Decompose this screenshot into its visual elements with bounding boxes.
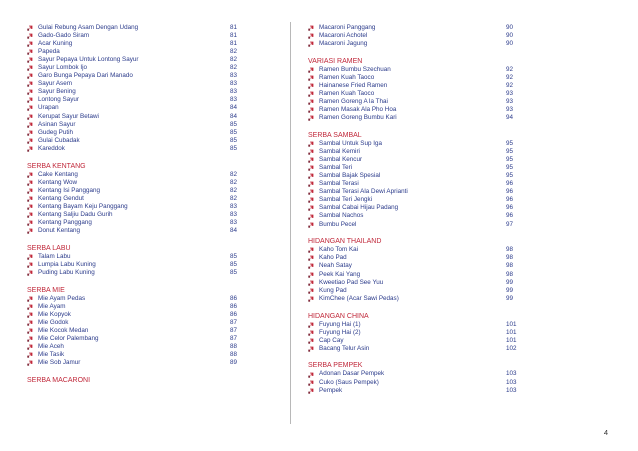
toc-entry-title: Cuko (Saus Pempek) [319, 378, 379, 386]
toc-entry[interactable] [27, 64, 252, 72]
toc-entry-title: Kentang Panggang [38, 218, 92, 226]
toc-entry[interactable] [27, 171, 252, 179]
toc-entry-title: KimChee (Acar Sawi Pedas) [319, 294, 399, 302]
toc-entry-title: Gulai Cubadak [38, 136, 80, 144]
arrow-bullet-icon [308, 189, 314, 195]
arrow-bullet-icon [308, 115, 314, 121]
toc-entry[interactable] [308, 114, 526, 122]
arrow-bullet-icon [308, 380, 314, 386]
toc-entry-title: Garo Bunga Pepaya Dari Manado [38, 72, 133, 80]
toc-entry-page: 83 [230, 88, 238, 96]
arrow-bullet-icon [308, 107, 314, 113]
toc-entry[interactable] [308, 387, 526, 395]
section-heading: VARIASI RAMEN [308, 57, 363, 65]
section-heading: SERBA SAMBAL [308, 132, 362, 140]
toc-entry-page: 81 [230, 40, 238, 48]
section-heading: SERBA LABU [27, 244, 71, 252]
arrow-bullet-icon [308, 388, 314, 394]
toc-entry-title: Macaroni Panggang [319, 24, 376, 31]
toc-entry-page: 95 [506, 164, 514, 172]
toc-entry-title: Lontong Sayur [38, 96, 79, 104]
toc-entry-page: 85 [230, 128, 238, 136]
arrow-bullet-icon [27, 270, 33, 276]
toc-entry-title: Adonan Dasar Pempek [319, 370, 385, 378]
arrow-bullet-icon [27, 65, 33, 71]
arrow-bullet-icon [27, 89, 33, 95]
arrow-bullet-icon [308, 173, 314, 179]
arrow-bullet-icon [308, 272, 314, 278]
toc-entry-title: Sambal Untuk Sup Iga [319, 140, 383, 148]
toc-entry[interactable] [308, 66, 526, 74]
toc-entry-title: Mie Godok [38, 318, 69, 326]
toc-entry-title: Neah Satay [319, 262, 352, 270]
toc-entry[interactable] [27, 121, 252, 129]
toc-entry-page: 93 [506, 90, 514, 98]
arrow-bullet-icon [27, 114, 33, 120]
toc-entry-page: 103 [506, 386, 517, 394]
toc-entry[interactable] [308, 74, 526, 82]
toc-entry[interactable] [27, 311, 252, 319]
toc-entry[interactable] [308, 379, 526, 387]
toc-entry[interactable] [27, 303, 252, 311]
toc-entry-title: Mie Kopyok [38, 310, 71, 318]
toc-entry[interactable] [27, 72, 252, 80]
toc-entry-page: 84 [230, 112, 238, 120]
arrow-bullet-icon [27, 304, 33, 310]
toc-entry-page: 92 [506, 65, 514, 73]
toc-entry-title: Pempek [319, 386, 343, 394]
toc-entry-page: 94 [506, 114, 514, 122]
arrow-bullet-icon [27, 220, 33, 226]
toc-entry[interactable] [308, 98, 526, 106]
toc-entry-title: Mie Aceh [38, 342, 64, 350]
toc-entry-page: 87 [230, 334, 238, 342]
toc-entry-page: 81 [230, 24, 238, 31]
arrow-bullet-icon [27, 122, 33, 128]
arrow-bullet-icon [308, 296, 314, 302]
toc-entry-page: 85 [230, 268, 238, 276]
toc-entry[interactable] [308, 90, 526, 98]
toc-entry[interactable] [27, 129, 252, 137]
toc-entry-title: Ramen Kuah Taoco [319, 73, 375, 81]
toc-entry-page: 99 [506, 278, 514, 286]
toc-entry-title: Mie Ayam [38, 302, 66, 310]
toc-entry-page: 83 [230, 72, 238, 80]
toc-entry-title: Sambal Cabai Hijau Padang [319, 204, 399, 212]
toc-entry-title: Ramen Goreng Bumbu Kari [319, 114, 397, 122]
toc-entry[interactable] [27, 359, 252, 367]
toc-entry-page: 99 [506, 286, 514, 294]
arrow-bullet-icon [308, 255, 314, 261]
toc-entry[interactable] [308, 246, 526, 254]
arrow-bullet-icon [27, 49, 33, 55]
toc-entry-page: 87 [230, 318, 238, 326]
arrow-bullet-icon [308, 247, 314, 253]
toc-entry-title: Mie Ayam Pedas [38, 294, 86, 302]
toc-entry[interactable] [308, 295, 526, 303]
toc-entry-page: 98 [506, 270, 514, 278]
toc-entry-title: Gulai Rebung Asam Dengan Udang [38, 24, 139, 31]
toc-entry-page: 83 [230, 96, 238, 104]
toc-entry-title: Hainanese Fried Ramen [319, 82, 388, 90]
toc-entry-title: Sambal Teri [319, 164, 353, 172]
toc-entry[interactable] [27, 145, 252, 153]
arrow-bullet-icon [27, 320, 33, 326]
toc-entry[interactable] [308, 164, 526, 172]
toc-entry[interactable] [308, 279, 526, 287]
toc-entry[interactable] [27, 48, 252, 56]
section-heading: HIDANGAN THAILAND [308, 238, 382, 246]
toc-entry-page: 85 [230, 120, 238, 128]
toc-entry-title: Peek Kai Yang [319, 270, 361, 278]
toc-entry[interactable] [308, 204, 526, 212]
toc-entry[interactable] [308, 140, 526, 148]
toc-entry[interactable] [27, 40, 252, 48]
toc-entry-page: 82 [230, 64, 238, 72]
toc-entry-page: 98 [506, 246, 514, 254]
toc-entry-page: 82 [230, 170, 238, 178]
arrow-bullet-icon [27, 105, 33, 111]
toc-entry-title: Sayur Lombok Ijo [38, 64, 88, 72]
toc-entry[interactable] [27, 319, 252, 327]
toc-entry[interactable] [27, 335, 252, 343]
toc-entry-title: Fuyung Hai (1) [319, 320, 361, 328]
toc-entry-title: Sambal Bajak Spesial [319, 172, 381, 180]
toc-entry-title: Sambal Terasi [319, 180, 359, 188]
toc-entry-title: Kung Pad [319, 286, 347, 294]
arrow-bullet-icon [27, 344, 33, 350]
toc-entry-title: Bacang Telur Asin [319, 344, 370, 352]
toc-entry-title: Sambal Teri Jengki [319, 196, 373, 204]
toc-entry-title: Sayur Bening [38, 88, 76, 96]
toc-entry[interactable] [308, 271, 526, 279]
arrow-bullet-icon [27, 196, 33, 202]
toc-entry-page: 86 [230, 302, 238, 310]
toc-entry-page: 83 [230, 80, 238, 88]
toc-entry-page: 95 [506, 156, 514, 164]
toc-entry-title: Gudeg Putih [38, 128, 74, 136]
toc-entry-page: 84 [230, 104, 238, 112]
section-heading: HIDANGAN CHINA [308, 312, 369, 320]
page-number: 4 [603, 428, 608, 437]
toc-entry-page: 85 [230, 252, 238, 260]
section-heading: SERBA KENTANG [27, 162, 86, 170]
arrow-bullet-icon [308, 25, 314, 31]
arrow-bullet-icon [27, 41, 33, 47]
toc-entry[interactable] [27, 113, 252, 121]
toc-entry[interactable] [27, 56, 252, 64]
toc-entry-page: 82 [230, 186, 238, 194]
toc-entry-title: Mie Kocok Medan [38, 326, 89, 334]
toc-entry[interactable] [27, 179, 252, 187]
toc-entry-title: Mie Sob Jamur [38, 359, 81, 367]
arrow-bullet-icon [27, 352, 33, 358]
toc-entry-title: Cake Kentang [38, 170, 78, 178]
toc-entry-page: 86 [230, 294, 238, 302]
arrow-bullet-icon [27, 204, 33, 210]
toc-entry[interactable] [308, 148, 526, 156]
toc-entry-page: 89 [230, 359, 238, 367]
toc-entry[interactable] [27, 32, 252, 40]
toc-entry-title: Bumbu Pecel [319, 220, 357, 228]
toc-entry-page: 97 [506, 220, 514, 228]
toc-entry-page: 82 [230, 178, 238, 186]
arrow-bullet-icon [308, 197, 314, 203]
toc-entry-title: Macaroni Jagung [319, 40, 368, 48]
toc-entry[interactable] [27, 137, 252, 145]
toc-entry-title: Lumpia Labu Kuning [38, 260, 96, 268]
arrow-bullet-icon [308, 91, 314, 97]
toc-entry-page: 83 [230, 210, 238, 218]
arrow-bullet-icon [27, 262, 33, 268]
toc-entry-page: 93 [506, 106, 514, 114]
toc-entry-title: Ramen Bumbu Szechuan [319, 65, 391, 73]
toc-entry-title: Cap Cay [319, 336, 344, 344]
toc-entry-page: 86 [230, 310, 238, 318]
toc-entry[interactable] [308, 82, 526, 90]
arrow-bullet-icon [27, 73, 33, 79]
section-heading: SERBA MIE [27, 286, 65, 294]
toc-entry[interactable] [27, 24, 252, 32]
toc-entry-page: 82 [230, 194, 238, 202]
toc-entry[interactable] [308, 32, 526, 40]
toc-entry-page: 93 [506, 98, 514, 106]
toc-entry[interactable] [27, 261, 252, 269]
toc-entry-title: Ramen Masak Ala Pho Hoa [319, 106, 397, 114]
toc-entry-page: 83 [230, 218, 238, 226]
arrow-bullet-icon [308, 280, 314, 286]
toc-entry-title: Talam Labu [38, 252, 71, 260]
toc-entry[interactable] [27, 219, 252, 227]
toc-entry-page: 95 [506, 148, 514, 156]
arrow-bullet-icon [27, 57, 33, 63]
toc-entry[interactable] [27, 88, 252, 96]
toc-entry-title: Fuyung Hai (2) [319, 328, 361, 336]
toc-entry-title: Kentang Isi Panggang [38, 186, 100, 194]
toc-entry[interactable] [27, 211, 252, 219]
toc-entry-title: Sambal Terasi Ala Dewi Aprianti [319, 188, 408, 196]
toc-entry[interactable] [308, 345, 526, 353]
toc-entry-page: 99 [506, 294, 514, 302]
toc-entry-title: Kerupat Sayur Betawi [38, 112, 99, 120]
toc-entry-page: 90 [506, 32, 514, 40]
arrow-bullet-icon [308, 41, 314, 47]
toc-entry-page: 95 [506, 140, 514, 148]
arrow-bullet-icon [27, 138, 33, 144]
toc-entry-page: 103 [506, 370, 517, 378]
toc-entry-page: 82 [230, 56, 238, 64]
toc-entry[interactable] [27, 187, 252, 195]
toc-entry-title: Urapan [38, 104, 59, 112]
arrow-bullet-icon [308, 157, 314, 163]
arrow-bullet-icon [27, 228, 33, 234]
toc-entry[interactable] [27, 343, 252, 351]
toc-entry[interactable] [27, 104, 252, 112]
toc-entry-title: Asinan Sayur [38, 120, 76, 128]
toc-entry-title: Papeda [38, 48, 60, 56]
arrow-bullet-icon [308, 149, 314, 155]
toc-entry-page: 98 [506, 262, 514, 270]
arrow-bullet-icon [27, 360, 33, 366]
toc-entry-title: Kentang Bayam Keju Panggang [38, 202, 128, 210]
toc-entry-page: 96 [506, 180, 514, 188]
toc-entry-title: Kentang Gendut [38, 194, 84, 202]
toc-entry[interactable] [308, 106, 526, 114]
toc-entry-page: 90 [506, 40, 514, 48]
toc-entry[interactable] [308, 188, 526, 196]
toc-entry-page: 96 [506, 196, 514, 204]
arrow-bullet-icon [27, 97, 33, 103]
toc-entry[interactable] [308, 156, 526, 164]
toc-entry-page: 96 [506, 204, 514, 212]
toc-entry[interactable] [27, 253, 252, 261]
toc-left-column [27, 24, 252, 385]
toc-entry-page: 92 [506, 73, 514, 81]
toc-entry-page: 98 [506, 254, 514, 262]
toc-entry[interactable] [27, 327, 252, 335]
toc-entry-title: Ramen Kuah Taoco [319, 90, 375, 98]
toc-entry-page: 101 [506, 320, 517, 328]
toc-entry-page: 85 [230, 260, 238, 268]
arrow-bullet-icon [308, 205, 314, 211]
toc-entry-page: 102 [506, 344, 517, 352]
toc-entry-page: 83 [230, 202, 238, 210]
arrow-bullet-icon [27, 172, 33, 178]
toc-entry[interactable] [27, 96, 252, 104]
arrow-bullet-icon [27, 188, 33, 194]
toc-entry-title: Sambal Kemiri [319, 148, 360, 156]
toc-entry-title: Donut Kentang [38, 226, 81, 234]
toc-entry-title: Kaho Pad [319, 254, 347, 262]
toc-entry-page: 87 [230, 326, 238, 334]
toc-entry-title: Kentang Saljiu Dadu Gurih [38, 210, 113, 218]
arrow-bullet-icon [27, 336, 33, 342]
toc-entry-page: 85 [230, 144, 238, 152]
toc-entry[interactable] [27, 195, 252, 203]
toc-entry[interactable] [308, 321, 526, 329]
toc-entry-title: Mie Tasik [38, 350, 65, 358]
arrow-bullet-icon [308, 214, 314, 220]
arrow-bullet-icon [308, 338, 314, 344]
toc-entry[interactable] [308, 329, 526, 337]
arrow-bullet-icon [27, 130, 33, 136]
toc-entry-page: 103 [506, 378, 517, 386]
arrow-bullet-icon [27, 180, 33, 186]
toc-entry-title: Puding Labu Kuning [38, 268, 95, 276]
toc-entry-page: 88 [230, 350, 238, 358]
toc-entry-title: Kentang Wow [38, 178, 78, 186]
toc-entry[interactable] [308, 180, 526, 188]
toc-entry[interactable] [308, 262, 526, 270]
toc-entry-page: 96 [506, 212, 514, 220]
toc-entry[interactable] [308, 370, 526, 378]
toc-entry[interactable] [27, 295, 252, 303]
arrow-bullet-icon [308, 75, 314, 81]
arrow-bullet-icon [27, 212, 33, 218]
arrow-bullet-icon [308, 67, 314, 73]
toc-entry-page: 90 [506, 24, 514, 31]
toc-entry-title: Sayur Asem [38, 80, 72, 88]
toc-right-column [308, 24, 526, 395]
toc-entry[interactable] [308, 337, 526, 345]
arrow-bullet-icon [308, 99, 314, 105]
column-divider [290, 22, 291, 424]
section-heading: SERBA MACARONI [27, 376, 91, 384]
toc-entry[interactable] [308, 172, 526, 180]
section-heading: SERBA PEMPEK [308, 362, 363, 370]
toc-entry-page: 96 [506, 188, 514, 196]
arrow-bullet-icon [27, 146, 33, 152]
toc-entry-title: Macaroni Achotel [319, 32, 368, 40]
toc-entry[interactable] [308, 254, 526, 262]
toc-entry-page: 95 [506, 172, 514, 180]
toc-entry[interactable] [27, 80, 252, 88]
arrow-bullet-icon [308, 33, 314, 39]
toc-entry-title: Mie Celor Palembang [38, 334, 99, 342]
arrow-bullet-icon [27, 296, 33, 302]
arrow-bullet-icon [308, 165, 314, 171]
arrow-bullet-icon [308, 222, 314, 228]
toc-entry-page: 85 [230, 136, 238, 144]
toc-entry-title: Sayur Pepaya Untuk Lontong Sayur [38, 56, 139, 64]
toc-entry-page: 101 [506, 328, 517, 336]
toc-entry[interactable] [27, 269, 252, 277]
arrow-bullet-icon [308, 181, 314, 187]
arrow-bullet-icon [27, 25, 33, 31]
toc-entry[interactable] [27, 351, 252, 359]
toc-entry-page: 88 [230, 342, 238, 350]
toc-entry[interactable] [27, 227, 252, 235]
toc-entry[interactable] [27, 203, 252, 211]
arrow-bullet-icon [308, 346, 314, 352]
toc-entry[interactable] [308, 196, 526, 204]
toc-entry-title: Acar Kuning [38, 40, 73, 48]
arrow-bullet-icon [27, 33, 33, 39]
arrow-bullet-icon [27, 312, 33, 318]
arrow-bullet-icon [308, 83, 314, 89]
arrow-bullet-icon [27, 254, 33, 260]
toc-entry[interactable] [308, 212, 526, 220]
arrow-bullet-icon [27, 328, 33, 334]
toc-entry[interactable] [308, 287, 526, 295]
toc-entry-title: Kareddok [38, 144, 65, 152]
toc-entry-title: Kweetiao Pad See Yuu [319, 278, 384, 286]
arrow-bullet-icon [308, 330, 314, 336]
arrow-bullet-icon [308, 263, 314, 269]
toc-entry[interactable] [308, 40, 526, 48]
arrow-bullet-icon [308, 372, 314, 378]
arrow-bullet-icon [308, 322, 314, 328]
arrow-bullet-icon [308, 288, 314, 294]
toc-entry[interactable] [308, 221, 526, 229]
toc-entry-page: 92 [506, 82, 514, 90]
toc-entry-title: Kaho Tom Kai [319, 246, 359, 254]
toc-entry-title: Sambal Nachos [319, 212, 364, 220]
arrow-bullet-icon [27, 81, 33, 87]
toc-entry-title: Gado-Gado Siram [38, 32, 90, 40]
toc-entry[interactable] [308, 24, 526, 32]
toc-entry-title: Ramen Goreng A la Thai [319, 98, 388, 106]
toc-entry-title: Sambal Kencur [319, 156, 363, 164]
toc-entry-page: 101 [506, 336, 517, 344]
arrow-bullet-icon [308, 141, 314, 147]
toc-entry-page: 82 [230, 48, 238, 56]
toc-entry-page: 81 [230, 32, 238, 40]
toc-entry-page: 84 [230, 226, 238, 234]
